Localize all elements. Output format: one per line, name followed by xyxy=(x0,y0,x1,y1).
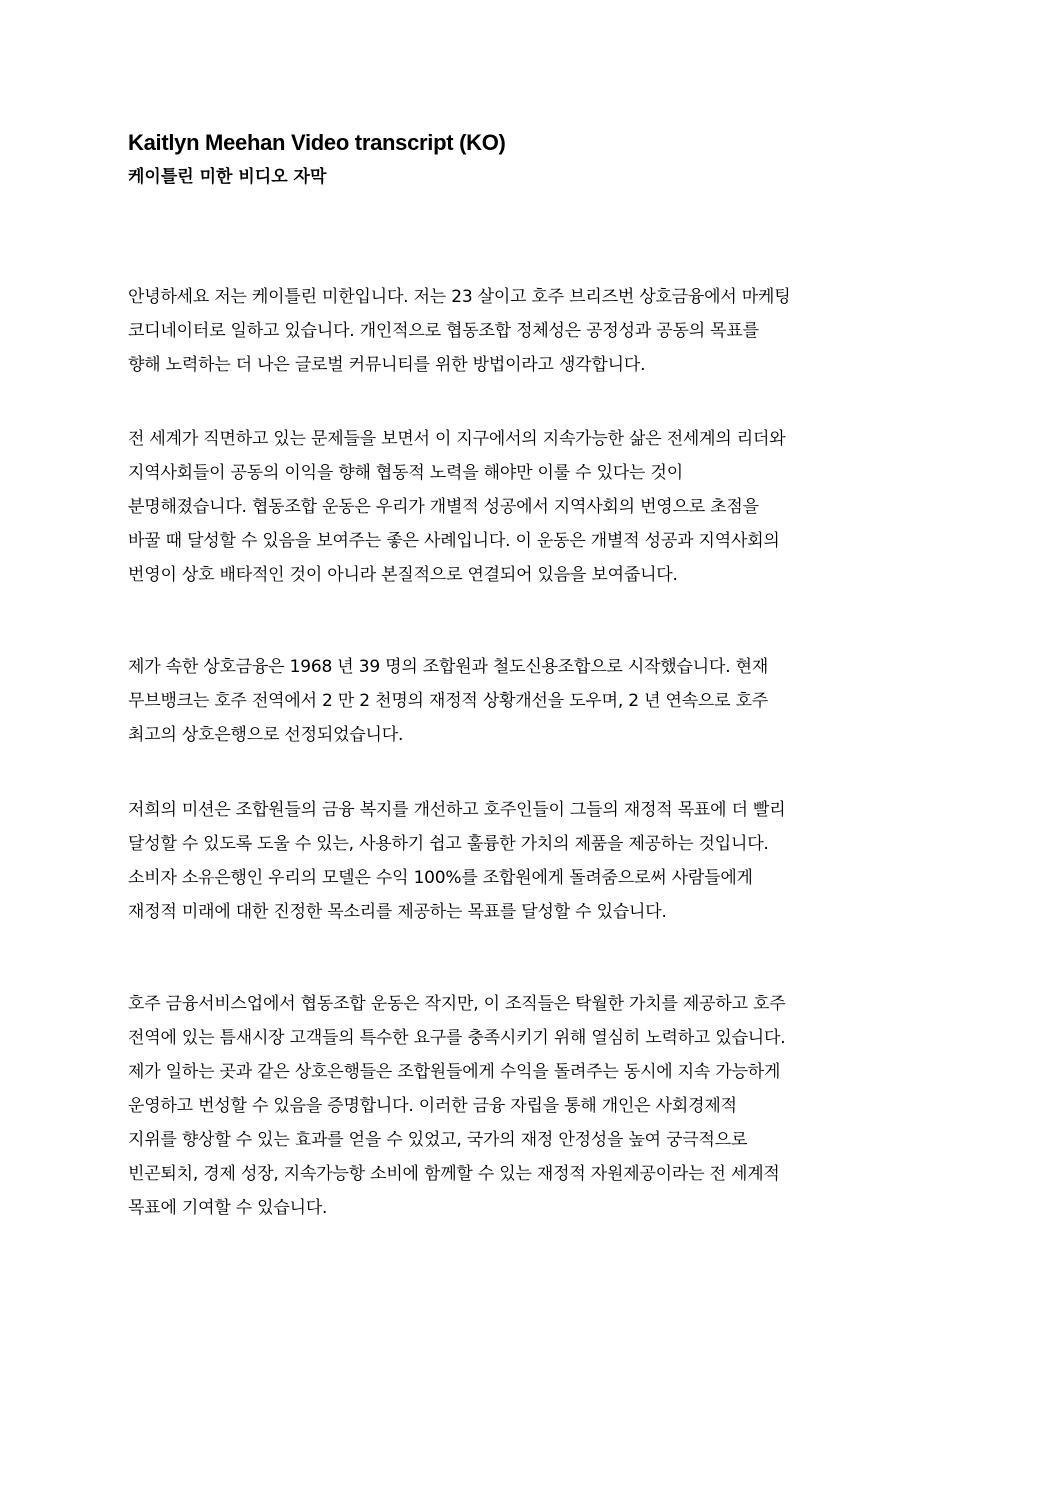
text-line: 바꿀 때 달성할 수 있음을 보여주는 좋은 사례입니다. 이 운동은 개별적 성공과 지역사회의 xyxy=(128,531,780,551)
text-line: 빈곤퇴치, 경제 성장, 지속가능항 소비에 함께할 수 있는 재정적 자원제공이라는 전 세계적 xyxy=(128,1164,780,1184)
text-line: 재정적 미래에 대한 진정한 목소리를 제공하는 목표를 달성할 수 있습니다. xyxy=(128,902,667,922)
text-line: 코디네이터로 일하고 있습니다. 개인적으로 협동조합 정체성은 공정성과 공동의 목표를 xyxy=(128,321,759,341)
text-line: 무브뱅크는 호주 전역에서 2 만 2 천명의 재정적 상황개선을 도우며, 2 년 연속으로 호주 xyxy=(128,691,769,711)
text-line: 제가 속한 상호금융은 1968 년 39 명의 조합원과 철도신용조합으로 시작했습니다. 현재 xyxy=(128,657,769,677)
text-line: 호주 금융서비스업에서 협동조합 운동은 작지만, 이 조직들은 탁월한 가치를 제공하고 호주 xyxy=(128,994,786,1014)
text-line: 최고의 상호은행으로 선정되었습니다. xyxy=(128,725,404,745)
paragraph-4 xyxy=(128,793,948,929)
text-line: 소비자 소유은행인 우리의 모델은 수익 100%를 조합원에게 돌려줌으로써 사람들에게 xyxy=(128,868,753,888)
text-line: 제가 일하는 곳과 같은 상호은행들은 조합원들에게 수익을 돌려주는 동시에 지속 가능하게 xyxy=(128,1062,781,1082)
text-line: 달성할 수 있도록 도울 수 있는, 사용하기 쉽고 훌륭한 가치의 제품을 제공하는 것입니다. xyxy=(128,834,769,854)
text-line: 지역사회들이 공동의 이익을 향해 협동적 노력을 해야만 이룰 수 있다는 것이 xyxy=(128,463,683,483)
text-line: 향해 노력하는 더 나은 글로벌 커뮤니티를 위한 방법이라고 생각합니다. xyxy=(128,355,646,375)
text-line: 전 세계가 직면하고 있는 문제들을 보면서 이 지구에서의 지속가능한 삶은 전세계의 리더와 xyxy=(128,429,786,449)
text-line: 번영이 상호 배타적인 것이 아니라 본질적으로 연결되어 있음을 보여줍니다. xyxy=(128,565,678,585)
paragraph-2 xyxy=(128,422,948,592)
text-line: 안녕하세요 저는 케이틀린 미한입니다. 저는 23 살이고 호주 브리즈번 상호금융에서 마케팅 xyxy=(128,287,791,307)
text-line: 전역에 있는 틈새시장 고객들의 특수한 요구를 충족시키기 위해 열심히 노력하고 있습니다. xyxy=(128,1028,786,1048)
document-title: Kaitlyn Meehan Video transcript (KO) xyxy=(128,130,506,155)
paragraph-1 xyxy=(128,280,948,382)
text-line: 지위를 향상할 수 있는 효과를 얻을 수 있었고, 국가의 재정 안정성을 높여 궁극적으로 xyxy=(128,1130,748,1150)
paragraph-5 xyxy=(128,987,948,1225)
text-line: 저희의 미션은 조합원들의 금융 복지를 개선하고 호주인들이 그들의 재정적 목표에 더 빨리 xyxy=(128,800,786,820)
document-subtitle: 케이틀린 미한 비디오 자막 xyxy=(128,167,327,187)
text-line: 운영하고 번성할 수 있음을 증명합니다. 이러한 금융 자립을 통해 개인은 사회경제적 xyxy=(128,1096,737,1116)
text-line: 분명해졌습니다. 협동조합 운동은 우리가 개별적 성공에서 지역사회의 번영으로 초점을 xyxy=(128,497,759,517)
text-line: 목표에 기여할 수 있습니다. xyxy=(128,1198,328,1218)
paragraph-3 xyxy=(128,650,948,752)
